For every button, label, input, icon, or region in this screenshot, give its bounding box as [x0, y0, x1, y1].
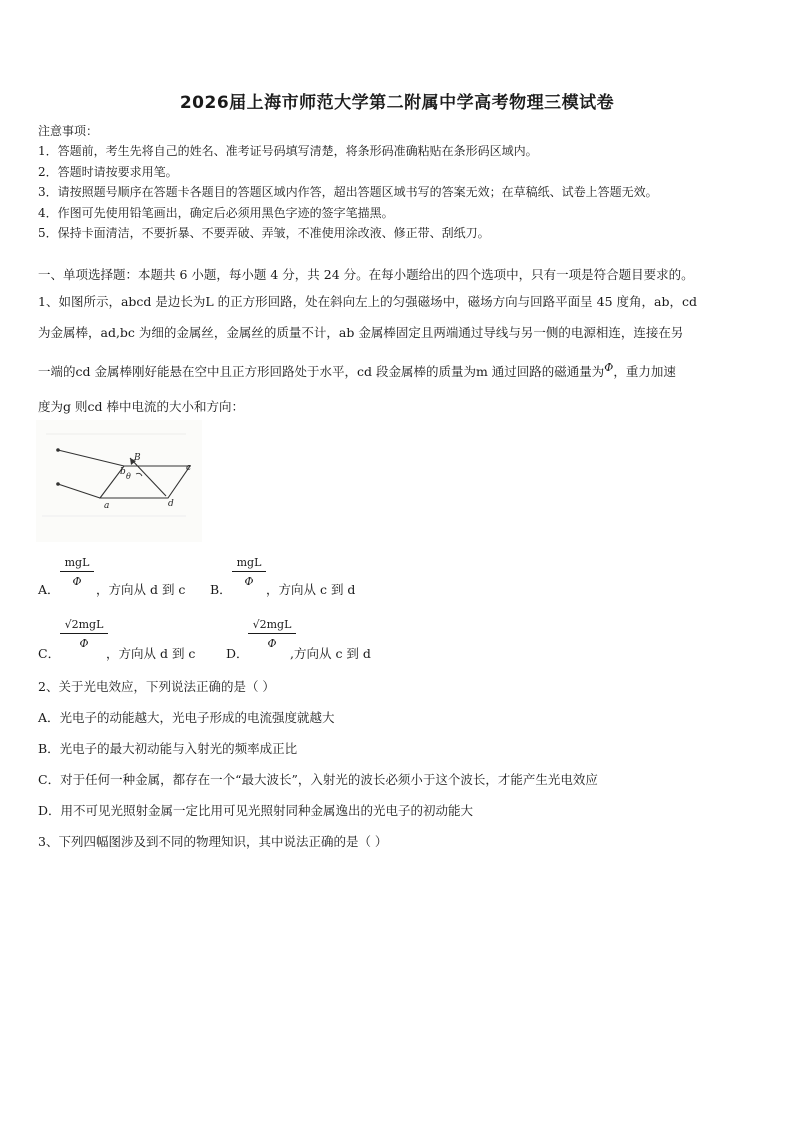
option-b-letter: B．	[210, 582, 232, 597]
q1-line-3-tail: ，重力加速	[613, 364, 676, 380]
terminal-bottom	[56, 482, 60, 486]
notice-item-1: 1．答题前，考生先将自己的姓名、准考证号码填写清楚，将条形码准确粘贴在条形码区域内。	[38, 144, 538, 158]
q2-option-c: C．对于任何一种金属，都存在一个“最大波长”，入射光的波长必须小于这个波长，才能产生光电效应	[38, 772, 598, 787]
q1-line-3-text: 一端的cd 金属棒刚好能悬在空中且正方形回路处于水平，cd 段金属棒的质量为m 通过回路的磁通量为	[38, 364, 605, 380]
q2-option-d: D．用不可见光照射金属一定比用可见光照射同种金属逸出的光电子的初动能大	[38, 803, 474, 818]
q1-line-3	[38, 361, 676, 380]
option-c-fraction	[60, 618, 108, 650]
option-d-fraction	[248, 618, 296, 650]
notice-item-4: 4．作图可先使用铅笔画出，确定后必须用黑色字迹的签字笔描黑。	[38, 206, 394, 220]
q1-line-2: 为金属棒，ad,bc 为细的金属丝，金属丝的质量不计，ab 金属棒固定且两端通过导线与另一侧的电源相连，连接在另	[38, 325, 684, 340]
option-a-letter: A．	[38, 582, 60, 597]
notice-item-2: 2．答题时请按要求用笔。	[38, 165, 178, 179]
label-B: B	[134, 453, 141, 463]
option-b-text: ，方向从 c 到 d	[266, 582, 356, 597]
option-a-fraction	[60, 556, 94, 588]
label-theta: θ	[126, 472, 131, 481]
page-title: 2026届上海市师范大学第二附属中学高考物理三模试卷	[179, 93, 615, 113]
q1-figure	[36, 420, 202, 542]
option-a-numerator: mgL	[60, 556, 94, 572]
section-heading: 一、单项选择题：本题共 6 小题，每小题 4 分，共 24 分。在每小题给出的四个选项中，只有一项是符合题目要求的。	[38, 267, 694, 282]
label-b: b	[120, 467, 126, 477]
notice-heading: 注意事项：	[38, 124, 99, 138]
q1-line-1: 1、如图所示，abcd 是边长为L 的正方形回路，处在斜向左上的匀强磁场中，磁场方向与回路平面呈 45 度角，ab，cd	[38, 294, 697, 309]
phi-symbol: Φ	[604, 361, 614, 374]
label-c: c	[186, 463, 192, 473]
terminal-top	[56, 448, 60, 452]
option-c-numerator: √2mgL	[60, 618, 108, 634]
option-d-numerator: √2mgL	[248, 618, 296, 634]
q2-option-a: A．光电子的动能越大，光电子形成的电流强度就越大	[38, 710, 335, 725]
q2-stem: 2、关于光电效应，下列说法正确的是（ ）	[38, 679, 275, 694]
option-d-denominator: Φ	[267, 637, 277, 650]
option-d-letter: D．	[226, 646, 249, 661]
option-b-denominator: Φ	[244, 575, 254, 588]
option-b-numerator: mgL	[232, 556, 266, 572]
label-d: d	[168, 499, 174, 509]
notice-item-5: 5．保持卡面清洁，不要折暴、不要弄破、弄皱，不准使用涂改液、修正带、刮纸刀。	[38, 226, 490, 240]
option-a-text: ，方向从 d 到 c	[96, 582, 186, 597]
q2-option-b: B．光电子的最大初动能与入射光的频率成正比	[38, 741, 298, 756]
figure-background	[36, 420, 202, 542]
label-a: a	[104, 501, 110, 511]
option-a-denominator: Φ	[72, 575, 82, 588]
option-b-fraction	[232, 556, 266, 588]
q3-stem: 3、下列四幅图涉及到不同的物理知识，其中说法正确的是（ ）	[38, 834, 388, 849]
notice-item-3: 3．请按照题号顺序在答题卡各题目的答题区域内作答，超出答题区域书写的答案无效；在草稿纸、试卷上答题无效。	[38, 185, 658, 199]
q1-line-4: 度为g 则cd 棒中电流的大小和方向：	[38, 399, 244, 414]
option-c-letter: C．	[38, 646, 61, 661]
option-c-denominator: Φ	[79, 637, 89, 650]
option-d-text: ,方向从 c 到 d	[290, 646, 371, 661]
option-c-text: ，方向从 d 到 c	[106, 646, 196, 661]
